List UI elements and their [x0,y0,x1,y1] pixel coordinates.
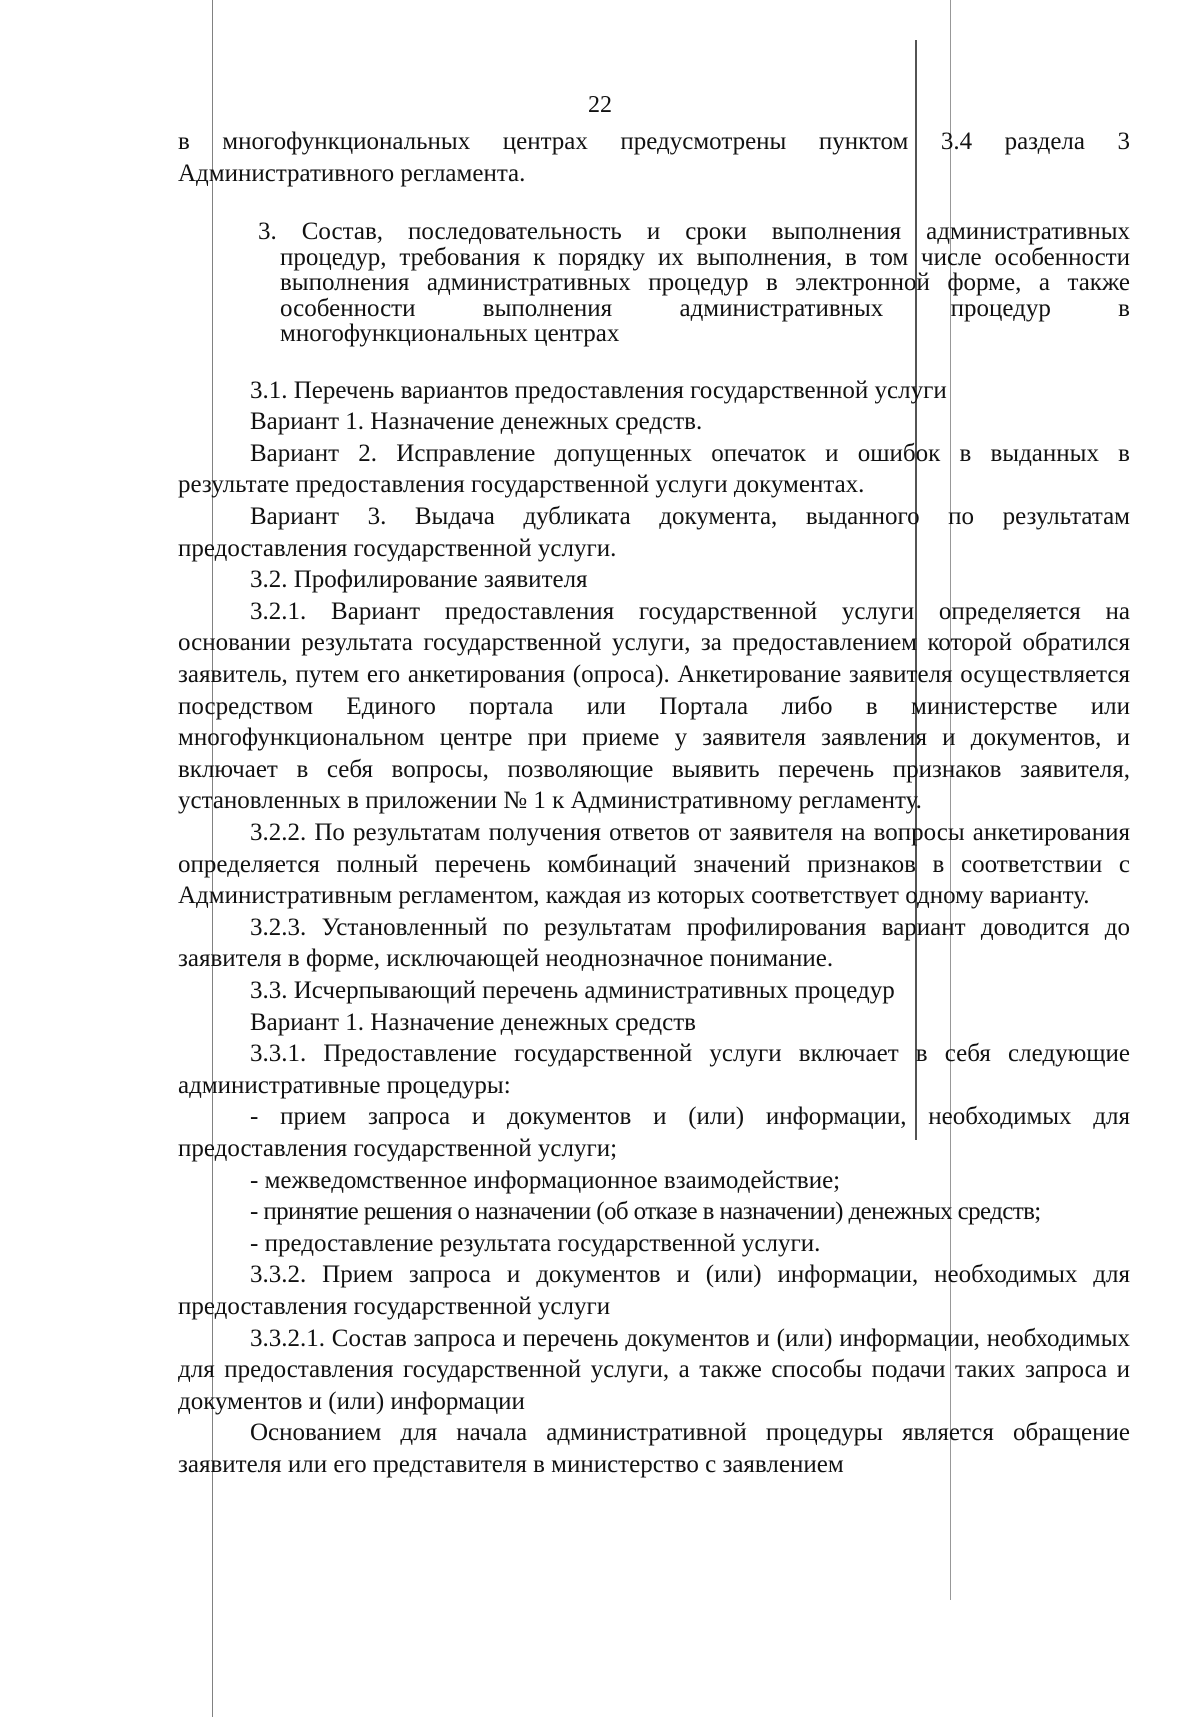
list-item: - предоставление результата государственной услуги. [250,1229,821,1257]
paragraph: 3.3.1. Предоставление государственной услуги включает в себя следующие административные процедуры: [178,1040,1130,1099]
list-item: - прием запроса и документов и (или) информации, необходимых для предоставления государственной услуги; [178,1103,1130,1162]
subsection-heading: 3.1. Перечень вариантов предоставления государственной услуги [250,376,947,404]
paragraph: Основанием для начала административной процедуры является обращение заявителя или его представителя в министерство с заявлением [178,1419,1130,1478]
list-item: - принятие решения о назначении (об отказе в назначении) денежных средств; [250,1198,1041,1226]
page-number: 22 [588,92,612,118]
variant-1: Вариант 1. Назначение денежных средств. [250,408,703,436]
paragraph: 3.2.2. По результатам получения ответов от заявителя на вопросы анкетирования определяется полный перечень комбинаций значений признаков в соответствии с Административным регламентом, каждая из которых соответствует одному варианту. [178,819,1130,910]
paragraph: 3.2.3. Установленный по результатам профилирования вариант доводится до заявителя в форме, исключающей неоднозначное понимание. [178,913,1130,973]
subsection-heading: 3.2. Профилирование заявителя [250,566,588,594]
variant-3: Вариант 3. Выдача дубликата документа, выданного по результатам предоставления государственной услуги. [178,503,1130,562]
variant-2: Вариант 2. Исправление допущенных опечаток и ошибок в выданных в результате предоставления государственной услуги документах. [178,439,1130,499]
paragraph: 3.2.1. Вариант предоставления государственной услуги определяется на основании результата государственной услуги, за предоставлением которой обратился заявитель, путем его анкетирования (опроса). Анкетирование заявителя осуществляется посредством Единого портала или Портала либо в министерстве или многофункциональном центре при приеме у заявителя заявления и документов, и включает в себя вопросы, позволяющие выявить перечень признаков заявителя, установленных в приложении № 1 к Административному регламенту. [178,597,1130,815]
variant-heading: Вариант 1. Назначение денежных средств [250,1008,696,1036]
document-body [178,126,1130,1480]
section-heading: 3. Состав, последовательность и сроки выполнения административных процедур, требования к порядку их выполнения, в том числе особенности выполнения административных процедур в электронной форме, а также особенности выполнения административных процедур в многофункциональных центрах [258,218,1130,348]
list-item: - межведомственное информационное взаимодействие; [250,1166,841,1194]
paragraph: 3.3.2.1. Состав запроса и перечень документов и (или) информации, необходимых для предоставления государственной услуги, а также способы подачи таких запроса и документов и (или) информации [178,1324,1130,1415]
paragraph-continuation: в многофункциональных центрах предусмотрены пунктом 3.4 раздела 3 Административного регламента. [178,128,1130,187]
paragraph: 3.3.2. Прием запроса и документов и (или) информации, необходимых для предоставления государственной услуги [178,1261,1130,1320]
subsection-heading: 3.3. Исчерпывающий перечень административных процедур [250,976,895,1004]
